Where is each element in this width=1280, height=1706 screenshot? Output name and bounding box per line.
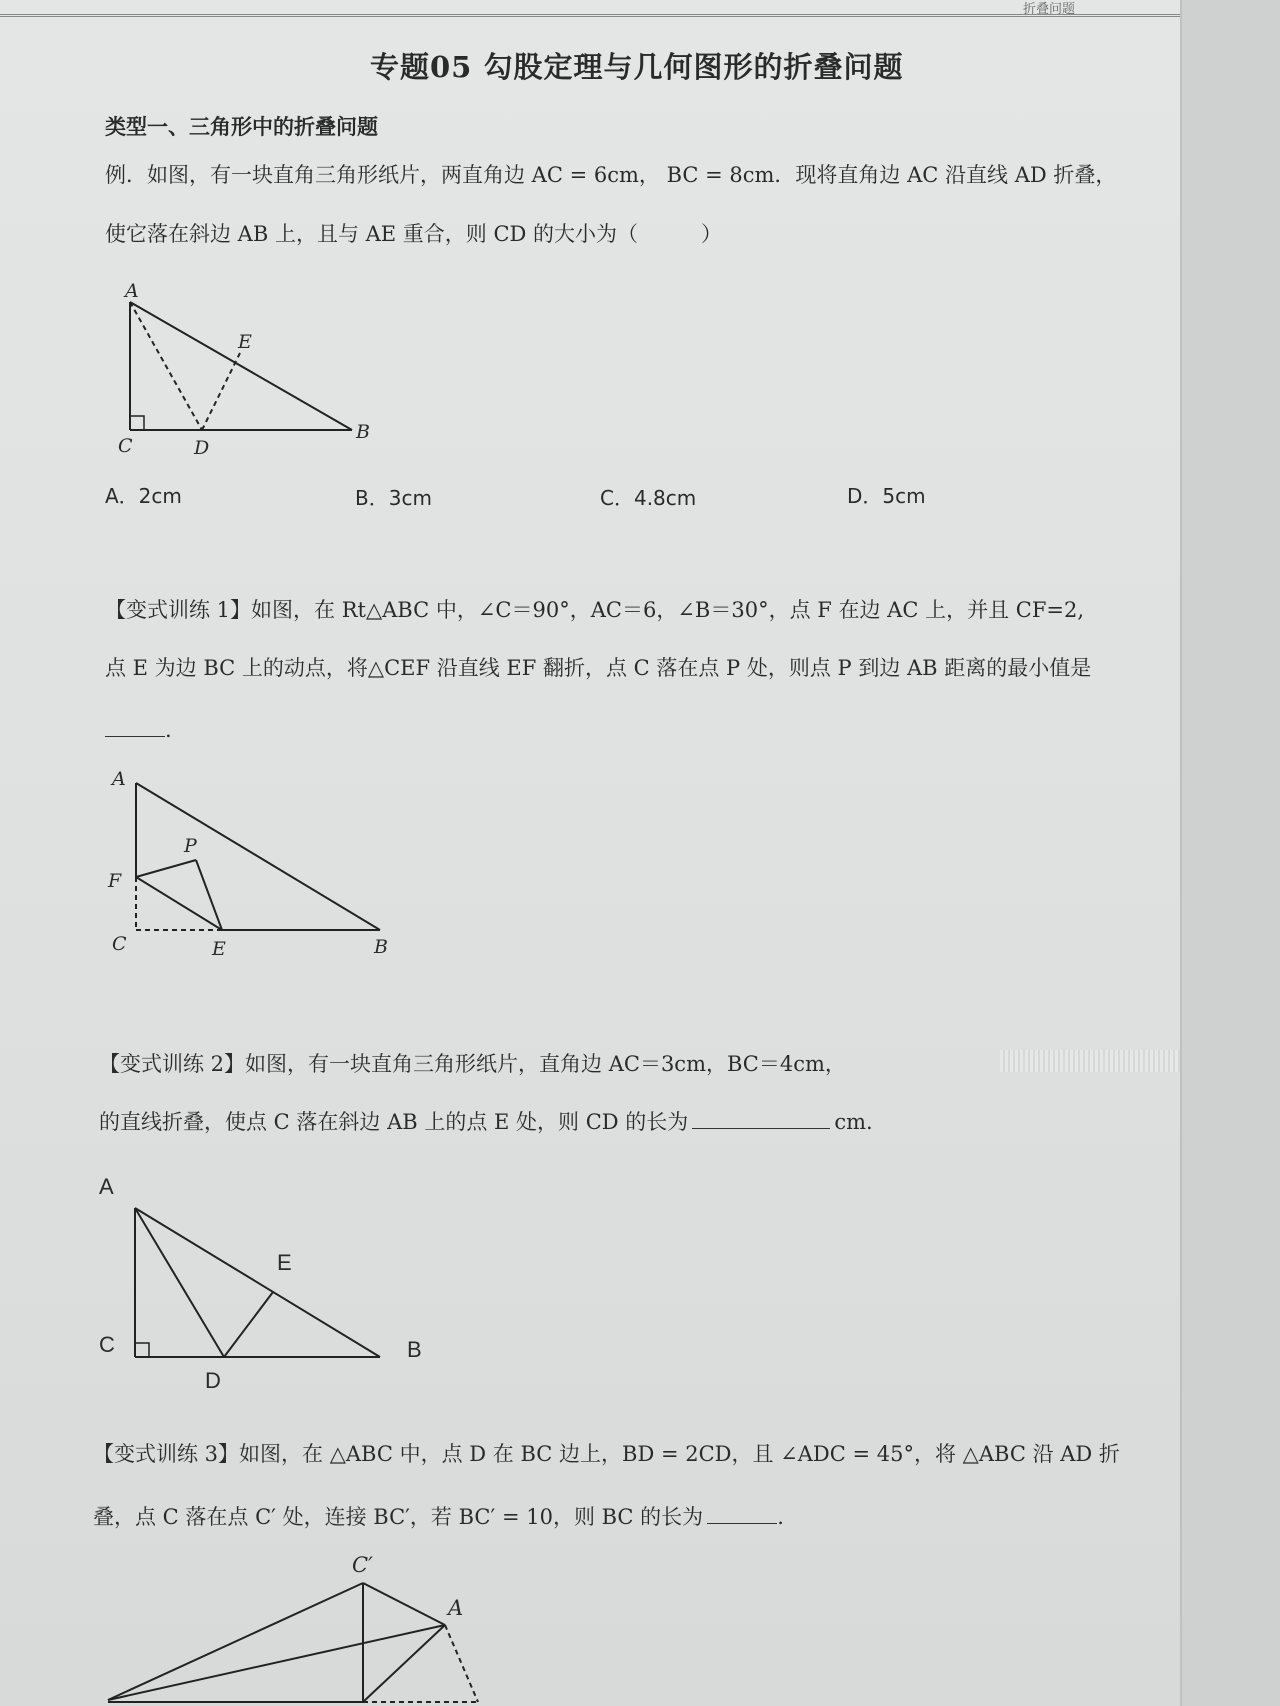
option-d[interactable]: D．5cm [847,484,926,508]
answer-blank[interactable] [707,1505,777,1524]
answer-blank[interactable] [692,1110,830,1129]
right-angle-mark [130,416,144,430]
section-heading: 类型一、三角形中的折叠问题 [105,114,378,139]
variant3-text-line1: 【变式训练 3】如图，在 △ABC 中，点 D 在 BC 边上，BD = 2CD，且 ∠ADC = 45°，将 △ABC 沿 AD 折 [93,1442,1120,1466]
label-a: A [99,1174,114,1199]
variant1-period: . [165,718,172,742]
label-e: E [238,331,252,353]
answer-blank[interactable] [105,718,165,737]
label-a: A [112,768,126,790]
label-b: B [407,1337,422,1362]
label-b: B [374,936,388,958]
variant2-text-line1: 【变式训练 2】如图，有一块直角三角形纸片，直角边 AC＝3cm，BC＝4cm， [99,1052,846,1076]
variant3-figure [100,1550,500,1706]
variant2-text-line2-start: 的直线折叠，使点 C 落在斜边 AB 上的点 E 处，则 CD 的长为 [99,1110,689,1134]
segment-pe [196,860,222,930]
label-d: D [194,437,210,459]
label-c: C [112,933,127,955]
variant2-unit: cm. [834,1110,873,1134]
edge-ba [108,1625,445,1700]
segment-de [224,1292,273,1357]
variant2-figure [95,1170,435,1400]
option-c[interactable]: C．4.8cm [600,486,697,510]
label-c: C [118,435,133,457]
edge-ab [135,1208,380,1357]
edge-bc-prime [108,1583,363,1700]
variant2-text-line2 [99,1110,873,1135]
segment-fp [136,860,196,877]
label-a: A [125,280,139,302]
label-a: A [448,1596,464,1620]
edge-ab [130,302,352,430]
variant3-text-line2 [93,1505,784,1530]
example-text-line1: 例．如图，有一块直角三角形纸片，两直角边 AC = 6cm， BC = 8cm．现将直角边 AC 沿直线 AD 折叠， [105,163,1117,187]
example-text-line2: 使它落在斜边 AB 上，且与 AE 重合，则 CD 的大小为（ ） [105,222,723,246]
segment-de [202,353,240,430]
fold-line-ad [130,302,202,430]
segment-fe [136,877,222,930]
label-f: F [108,870,122,892]
label-d: D [205,1368,221,1393]
segment-ac-dashed [445,1625,478,1702]
variant3-text-line2-start: 叠，点 C 落在点 C′ 处，连接 BC′，若 BC′ = 10，则 BC 的长为 [93,1505,704,1529]
option-a[interactable]: A．2cm [105,484,182,508]
label-c: C [99,1332,115,1357]
edge-c-prime-a [363,1583,445,1625]
header-rule [0,0,1180,17]
option-b[interactable]: B．3cm [355,486,432,510]
obscured-text-bleed [1000,1050,1210,1072]
variant1-text-line2: 点 E 为边 BC 上的动点，将△CEF 沿直线 EF 翻折，点 C 落在点 P 处，则点 P 到边 AB 距离的最小值是 [105,656,1092,680]
label-b: B [356,421,370,443]
label-p: P [184,835,197,857]
fold-line-ad [135,1208,224,1357]
label-e: E [212,938,226,960]
next-page-edge [1180,0,1280,1706]
fold-line-ad [363,1625,445,1702]
label-c-prime: C′ [352,1553,373,1577]
example-figure [100,280,380,460]
variant1-figure [100,765,400,965]
variant3-period: . [777,1505,784,1529]
edge-ab [136,783,380,930]
label-e: E [277,1250,292,1275]
variant1-text-line1: 【变式训练 1】如图，在 Rt△ABC 中，∠C＝90°，AC＝6，∠B＝30°，点 F 在边 AC 上，并且 CF=2, [105,598,1085,622]
variant1-answer-line [105,718,172,743]
header-tag: 折叠问题 [1022,2,1075,17]
right-angle-mark [135,1343,149,1357]
page-title: 专题05 勾股定理与几何图形的折叠问题 [370,50,904,84]
